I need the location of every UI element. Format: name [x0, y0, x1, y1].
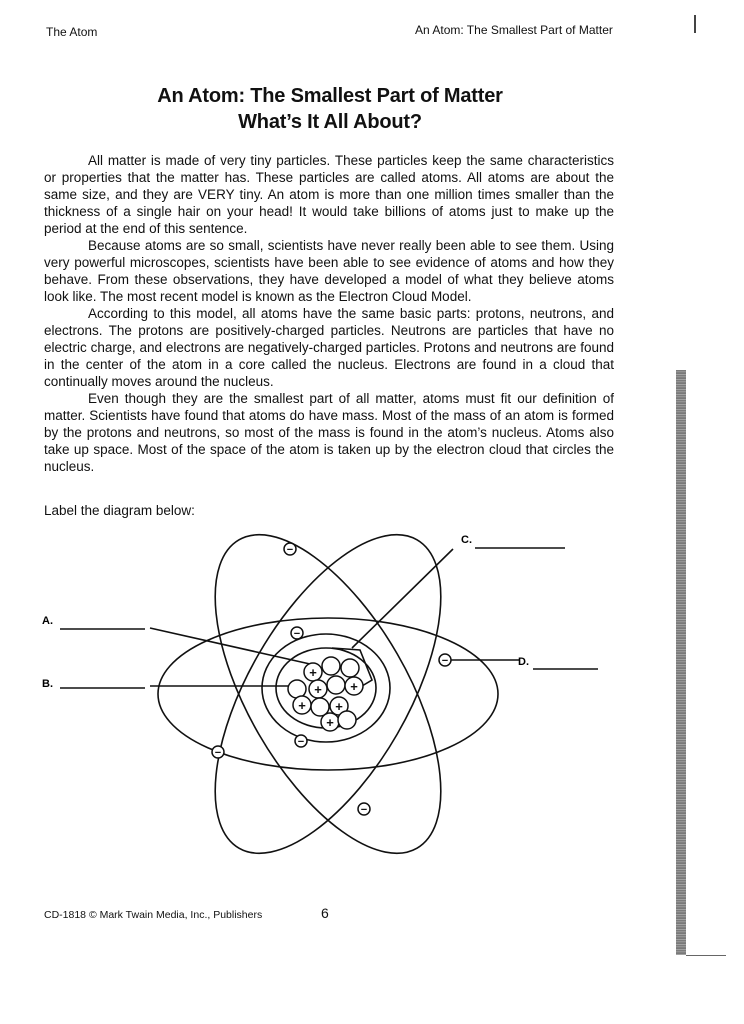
leader-line-c — [352, 549, 453, 648]
atom-diagram — [0, 520, 600, 900]
proton-sign: + — [335, 699, 343, 714]
neutron — [322, 657, 340, 675]
proton-sign: + — [326, 715, 334, 730]
paragraph: All matter is made of very tiny particles. These particles keep the same characteristics or properties that the matter has. These particles are called atoms. All atoms are about the same size, and they are VERY tiny. An atom is more than one million times smaller than the thickness of a single hair on your head! It would take billions of atoms just to make up the period at the end of this sentence. — [44, 153, 614, 236]
scan-edge-shadow — [676, 370, 686, 955]
electron-sign: − — [214, 747, 222, 759]
paragraph: Because atoms are so small, scientists have never really been able to see them. Using very powerful microscopes, scientists have been able to see evidence of atoms and how they behave. From these observations, they have developed a model of what they believe atoms look like. The most recent model is known as the Electron Cloud Model. — [44, 238, 614, 304]
label-c: C. — [461, 534, 472, 546]
paragraph: Even though they are the smallest part of all matter, atoms must fit our definition of matter. Scientists have found that atoms do have mass. Most of the mass of an atom is formed by the protons and neutrons, so most of the mass is found in the atom’s nucleus. Atoms also take up space. Most of the space of the atom is taken up by the electron cloud that circles the nucleus. — [44, 391, 614, 474]
page-title: An Atom: The Smallest Part of Matter — [157, 85, 503, 107]
electron-sign: − — [297, 736, 305, 748]
footer-publisher: CD-1818 © Mark Twain Media, Inc., Publishers — [44, 909, 263, 921]
electron-sign: − — [441, 655, 449, 667]
proton-sign: + — [350, 679, 358, 694]
proton-sign: + — [309, 665, 317, 680]
neutron — [327, 676, 345, 694]
label-a: A. — [42, 615, 53, 627]
neutron — [288, 680, 306, 698]
diagram-instruction: Label the diagram below: — [44, 503, 195, 518]
label-b: B. — [42, 678, 53, 690]
body-text — [44, 152, 614, 475]
paragraph: According to this model, all atoms have the same basic parts: protons, neutrons, and electrons. The protons are positively-charged particles. Neutrons are particles that have no electric charge, and electrons are negatively-charged particles. Protons and neutrons are found in the center of the atom in a core called the nucleus. Electrons are found in a cloud that continually moves around the nucleus. — [44, 306, 614, 389]
header-right: An Atom: The Smallest Part of Matter — [415, 23, 613, 37]
page-number: 6 — [321, 905, 329, 921]
electron-sign: − — [286, 544, 294, 556]
label-d: D. — [518, 656, 529, 668]
proton-sign: + — [314, 682, 322, 697]
electron-sign: − — [360, 804, 368, 816]
proton-sign: + — [298, 698, 306, 713]
header-left: The Atom — [46, 25, 98, 39]
scan-edge-mark — [694, 15, 696, 33]
electron-sign: − — [293, 628, 301, 640]
page-subtitle: What’s It All About? — [238, 111, 422, 133]
scan-edge-line — [686, 955, 726, 956]
neutron — [341, 659, 359, 677]
